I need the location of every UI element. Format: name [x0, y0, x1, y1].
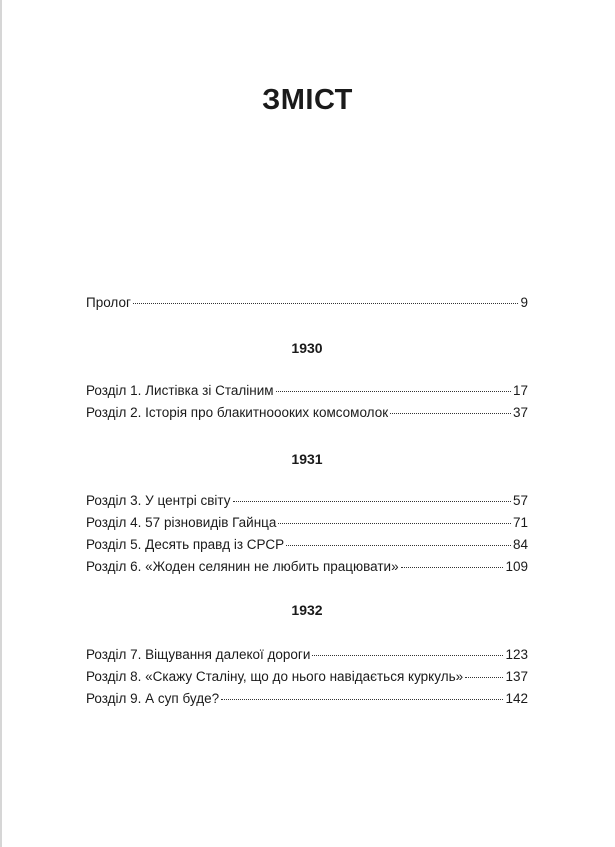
toc-entry-chapter-9[interactable] — [86, 689, 528, 709]
toc-entry-chapter-4[interactable] — [86, 513, 528, 533]
toc-page-number: 57 — [512, 493, 528, 508]
toc-entry-chapter-2[interactable] — [86, 403, 528, 423]
toc-entry-label: Розділ 3. У центрі світу — [86, 493, 231, 508]
toc-page-number: 37 — [512, 405, 528, 420]
dot-leader — [278, 523, 511, 524]
toc-entry-prologue[interactable] — [86, 293, 528, 313]
year-heading-1931: 1931 — [291, 451, 323, 467]
dot-leader — [465, 677, 503, 678]
year-heading-1932: 1932 — [291, 602, 323, 618]
page-edge — [0, 0, 2, 847]
dot-leader — [286, 545, 511, 546]
toc-entry-chapter-5[interactable] — [86, 535, 528, 555]
toc-page-number: 71 — [512, 515, 528, 530]
dot-leader — [221, 699, 503, 700]
toc-entry-chapter-3[interactable] — [86, 491, 528, 511]
year-heading-1930: 1930 — [291, 340, 323, 356]
toc-entry-label: Розділ 4. 57 різновидів Гайнца — [86, 515, 277, 530]
dot-leader — [133, 303, 519, 304]
toc-entry-label: Розділ 5. Десять правд із СРСР — [86, 537, 285, 552]
dot-leader — [401, 567, 504, 568]
toc-page-number: 9 — [520, 295, 528, 310]
toc-entry-label: Розділ 1. Листівка зі Сталіним — [86, 383, 274, 398]
dot-leader — [390, 413, 511, 414]
toc-page-number: 17 — [512, 383, 528, 398]
toc-page-number: 142 — [505, 691, 528, 706]
page-title: ЗМІСТ — [262, 84, 353, 116]
toc-entry-chapter-8[interactable] — [86, 667, 528, 687]
toc-entry-label: Розділ 8. «Скажу Сталіну, що до нього навідається куркуль» — [86, 669, 464, 684]
toc-entry-label: Розділ 7. Віщування далекої дороги — [86, 647, 311, 662]
toc-page-number: 84 — [512, 537, 528, 552]
toc-entry-label: Розділ 6. «Жоден селянин не любить працювати» — [86, 559, 399, 574]
toc-page-number: 137 — [505, 669, 528, 684]
toc-entry-chapter-6[interactable] — [86, 557, 528, 577]
dot-leader — [233, 501, 511, 502]
toc-entry-chapter-1[interactable] — [86, 381, 528, 401]
toc-page-number: 123 — [505, 647, 528, 662]
toc-page-number: 109 — [505, 559, 528, 574]
dot-leader — [312, 655, 503, 656]
dot-leader — [276, 391, 511, 392]
toc-entry-label: Пролог — [86, 295, 131, 310]
toc-entry-label: Розділ 9. А суп буде? — [86, 691, 220, 706]
toc-entry-chapter-7[interactable] — [86, 645, 528, 665]
toc-entry-label: Розділ 2. Історія про блакитноооких комсомолок — [86, 405, 389, 420]
